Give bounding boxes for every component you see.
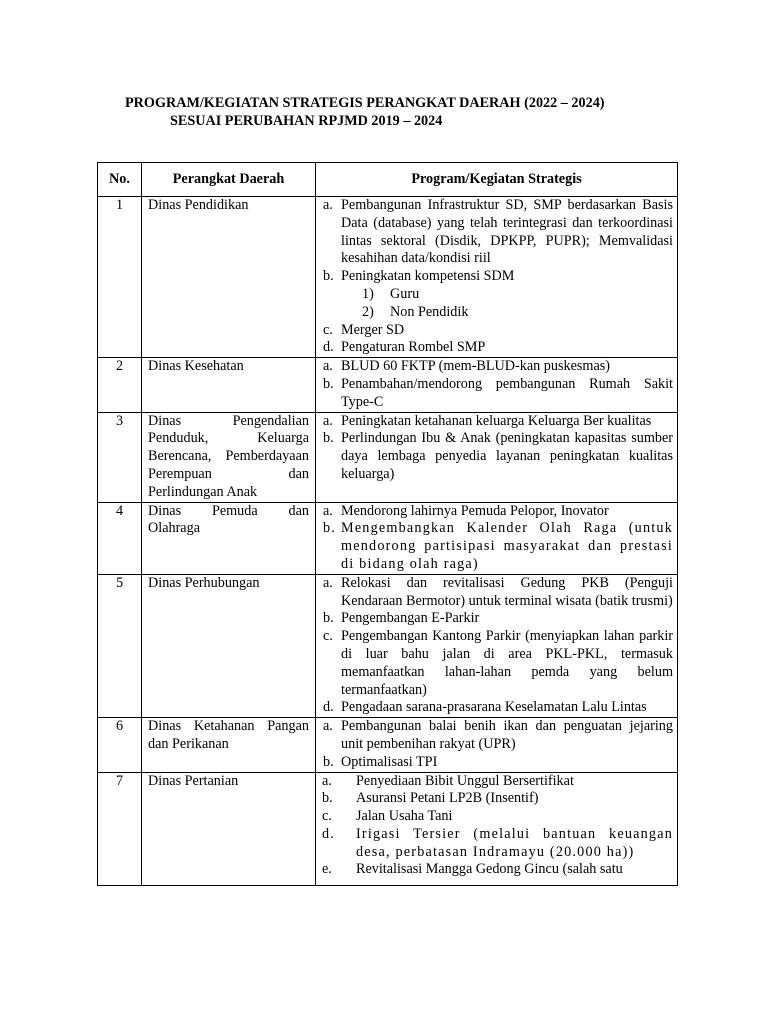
program-cell: [316, 412, 678, 502]
item-marker: a.: [322, 772, 332, 789]
table-row: [98, 718, 678, 772]
item-text: Pengadaan sarana-prasarana Keselamatan Lalu Lintas: [341, 699, 647, 716]
item-marker: b.: [323, 520, 337, 537]
item-text: Pembangunan Infrastruktur SD, SMP berdasarkan Basis Data (database) yang telah terintegrasi dan terkoordinasi lintas sektoral (Disdik, DPKPP, PUPR); Memvalidasi kesahihan data/kondisi riil: [341, 197, 673, 267]
program-item: [320, 628, 673, 699]
perangkat-daerah-cell: Dinas Pemuda dan Olahraga: [142, 502, 316, 574]
item-marker: b.: [323, 268, 334, 285]
program-item: [320, 826, 673, 862]
item-text: Asuransi Petani LP2B (Insentif): [356, 790, 539, 807]
item-text: Irigasi Tersier (melalui bantuan keuangan desa, perbatasan Indramayu (20.000 ha)): [356, 825, 673, 860]
item-text: Revitalisasi Mangga Gedong Gincu (salah satu: [356, 861, 623, 878]
program-cell: [316, 358, 678, 412]
program-item: [320, 718, 673, 754]
program-item: [320, 520, 673, 573]
sub-item-marker: 2): [362, 303, 374, 320]
program-item: [320, 322, 673, 340]
row-number: 5: [98, 574, 142, 717]
perangkat-daerah-cell: Dinas Perhubungan: [142, 574, 316, 717]
item-text: Penyediaan Bibit Unggul Bersertifikat: [356, 772, 574, 789]
row-number: 7: [98, 772, 142, 885]
item-marker: a.: [323, 718, 333, 735]
item-marker: a.: [323, 197, 333, 213]
row-number: 2: [98, 358, 142, 412]
sub-item: [341, 286, 673, 304]
program-item: [320, 610, 673, 628]
row-number: 6: [98, 718, 142, 772]
program-item: [320, 861, 673, 879]
program-item: [320, 773, 673, 791]
item-marker: c.: [323, 321, 333, 338]
perangkat-daerah-cell: Dinas Ketahanan Pangan dan Perikanan: [142, 718, 316, 772]
program-cell: [316, 718, 678, 772]
item-marker: d.: [323, 339, 334, 356]
table-row: [98, 772, 678, 885]
item-text: Penambahan/mendorong pembangunan Rumah Sakit Type-C: [341, 375, 673, 410]
program-cell: [316, 574, 678, 717]
item-marker: a.: [323, 358, 333, 375]
item-text: Mengembangkan Kalender Olah Raga (untuk mendorong partisipasi masyarakat dan prestasi di bidang olah raga): [341, 520, 673, 572]
item-marker: d.: [323, 699, 334, 716]
item-marker: a.: [323, 502, 333, 519]
program-item: [320, 503, 673, 521]
row-number: 4: [98, 502, 142, 574]
document-title-line2: SESUAI PERUBAHAN RPJMD 2019 – 2024: [170, 113, 443, 129]
program-item: [320, 358, 673, 376]
item-marker: c.: [323, 628, 333, 645]
item-text: Pengaturan Rombel SMP: [341, 339, 486, 356]
perangkat-daerah-cell: Dinas Pengendalian Penduduk, Keluarga Berencana, Pemberdayaan Perempuan dan Perlindungan Anak: [142, 412, 316, 502]
item-marker: e.: [322, 861, 332, 878]
program-item: [320, 699, 673, 717]
item-text: Optimalisasi TPI: [341, 753, 438, 770]
document-title-line1: PROGRAM/KEGIATAN STRATEGIS PERANGKAT DAERAH (2022 – 2024): [125, 95, 605, 111]
table-header-row: [98, 163, 678, 197]
item-text: Peningkatan ketahanan keluarga Keluarga Ber kualitas: [341, 412, 652, 429]
table-row: [98, 574, 678, 717]
program-item: [320, 376, 673, 412]
sub-item-marker: 1): [362, 285, 374, 302]
item-text: BLUD 60 FKTP (mem-BLUD-kan puskesmas): [341, 358, 611, 375]
item-marker: b.: [322, 790, 333, 807]
header-perangkat-daerah: Perangkat Daerah: [142, 163, 316, 197]
sub-item-text: Non Pendidik: [390, 303, 469, 320]
perangkat-daerah-cell: Dinas Pertanian: [142, 772, 316, 885]
item-text: Merger SD: [341, 321, 405, 338]
perangkat-daerah-cell: Dinas Pendidikan: [142, 197, 316, 358]
program-item: [320, 790, 673, 808]
item-text: Mendorong lahirnya Pemuda Pelopor, Inovator: [341, 502, 609, 519]
perangkat-daerah-cell: Dinas Kesehatan: [142, 358, 316, 412]
item-text: Pembangunan balai benih ikan dan penguatan jejaring unit pembenihan rakyat (UPR): [341, 718, 673, 752]
sub-item-text: Guru: [390, 285, 420, 302]
item-marker: a.: [323, 574, 333, 591]
program-item: [320, 197, 673, 268]
program-cell: [316, 502, 678, 574]
program-cell: [316, 197, 678, 358]
program-item: [320, 808, 673, 826]
program-item: [320, 430, 673, 483]
item-text: Jalan Usaha Tani: [356, 808, 453, 825]
row-number: 1: [98, 197, 142, 358]
item-marker: b.: [323, 753, 334, 770]
header-no: No.: [98, 163, 142, 197]
item-marker: d.: [322, 825, 336, 842]
program-item: [320, 413, 673, 431]
header-program-kegiatan: Program/Kegiatan Strategis: [316, 163, 678, 197]
table-row: [98, 197, 678, 358]
item-marker: c.: [322, 808, 332, 825]
table-row: [98, 502, 678, 574]
program-table: [97, 162, 678, 886]
program-item: [320, 754, 673, 772]
table-row: [98, 358, 678, 412]
item-marker: b.: [323, 375, 334, 392]
program-item: [320, 339, 673, 357]
row-number: 3: [98, 412, 142, 502]
program-item: [320, 268, 673, 321]
program-item: [320, 575, 673, 611]
item-text: Peningkatan kompetensi SDM: [341, 268, 515, 285]
item-marker: b.: [323, 610, 334, 627]
program-cell: [316, 772, 678, 885]
item-text: Pengembangan Kantong Parkir (menyiapkan lahan parkir di luar bahu jalan di area PKL-PKL, termasuk memanfaatkan lahan-lahan pemda yang belum termanfaatkan): [341, 628, 673, 698]
item-text: Relokasi dan revitalisasi Gedung PKB (Penguji Kendaraan Bermotor) untuk terminal wisata (batik trusmi): [341, 574, 673, 609]
item-text: Perlindungan Ibu & Anak (peningkatan kapasitas sumber daya lembaga penyedia layanan peningkatan kualitas keluarga): [341, 430, 673, 482]
item-text: Pengembangan E-Parkir: [341, 610, 480, 627]
sub-item: [341, 304, 673, 322]
table-row: [98, 412, 678, 502]
item-marker: a.: [323, 412, 333, 429]
item-marker: b.: [323, 430, 334, 447]
